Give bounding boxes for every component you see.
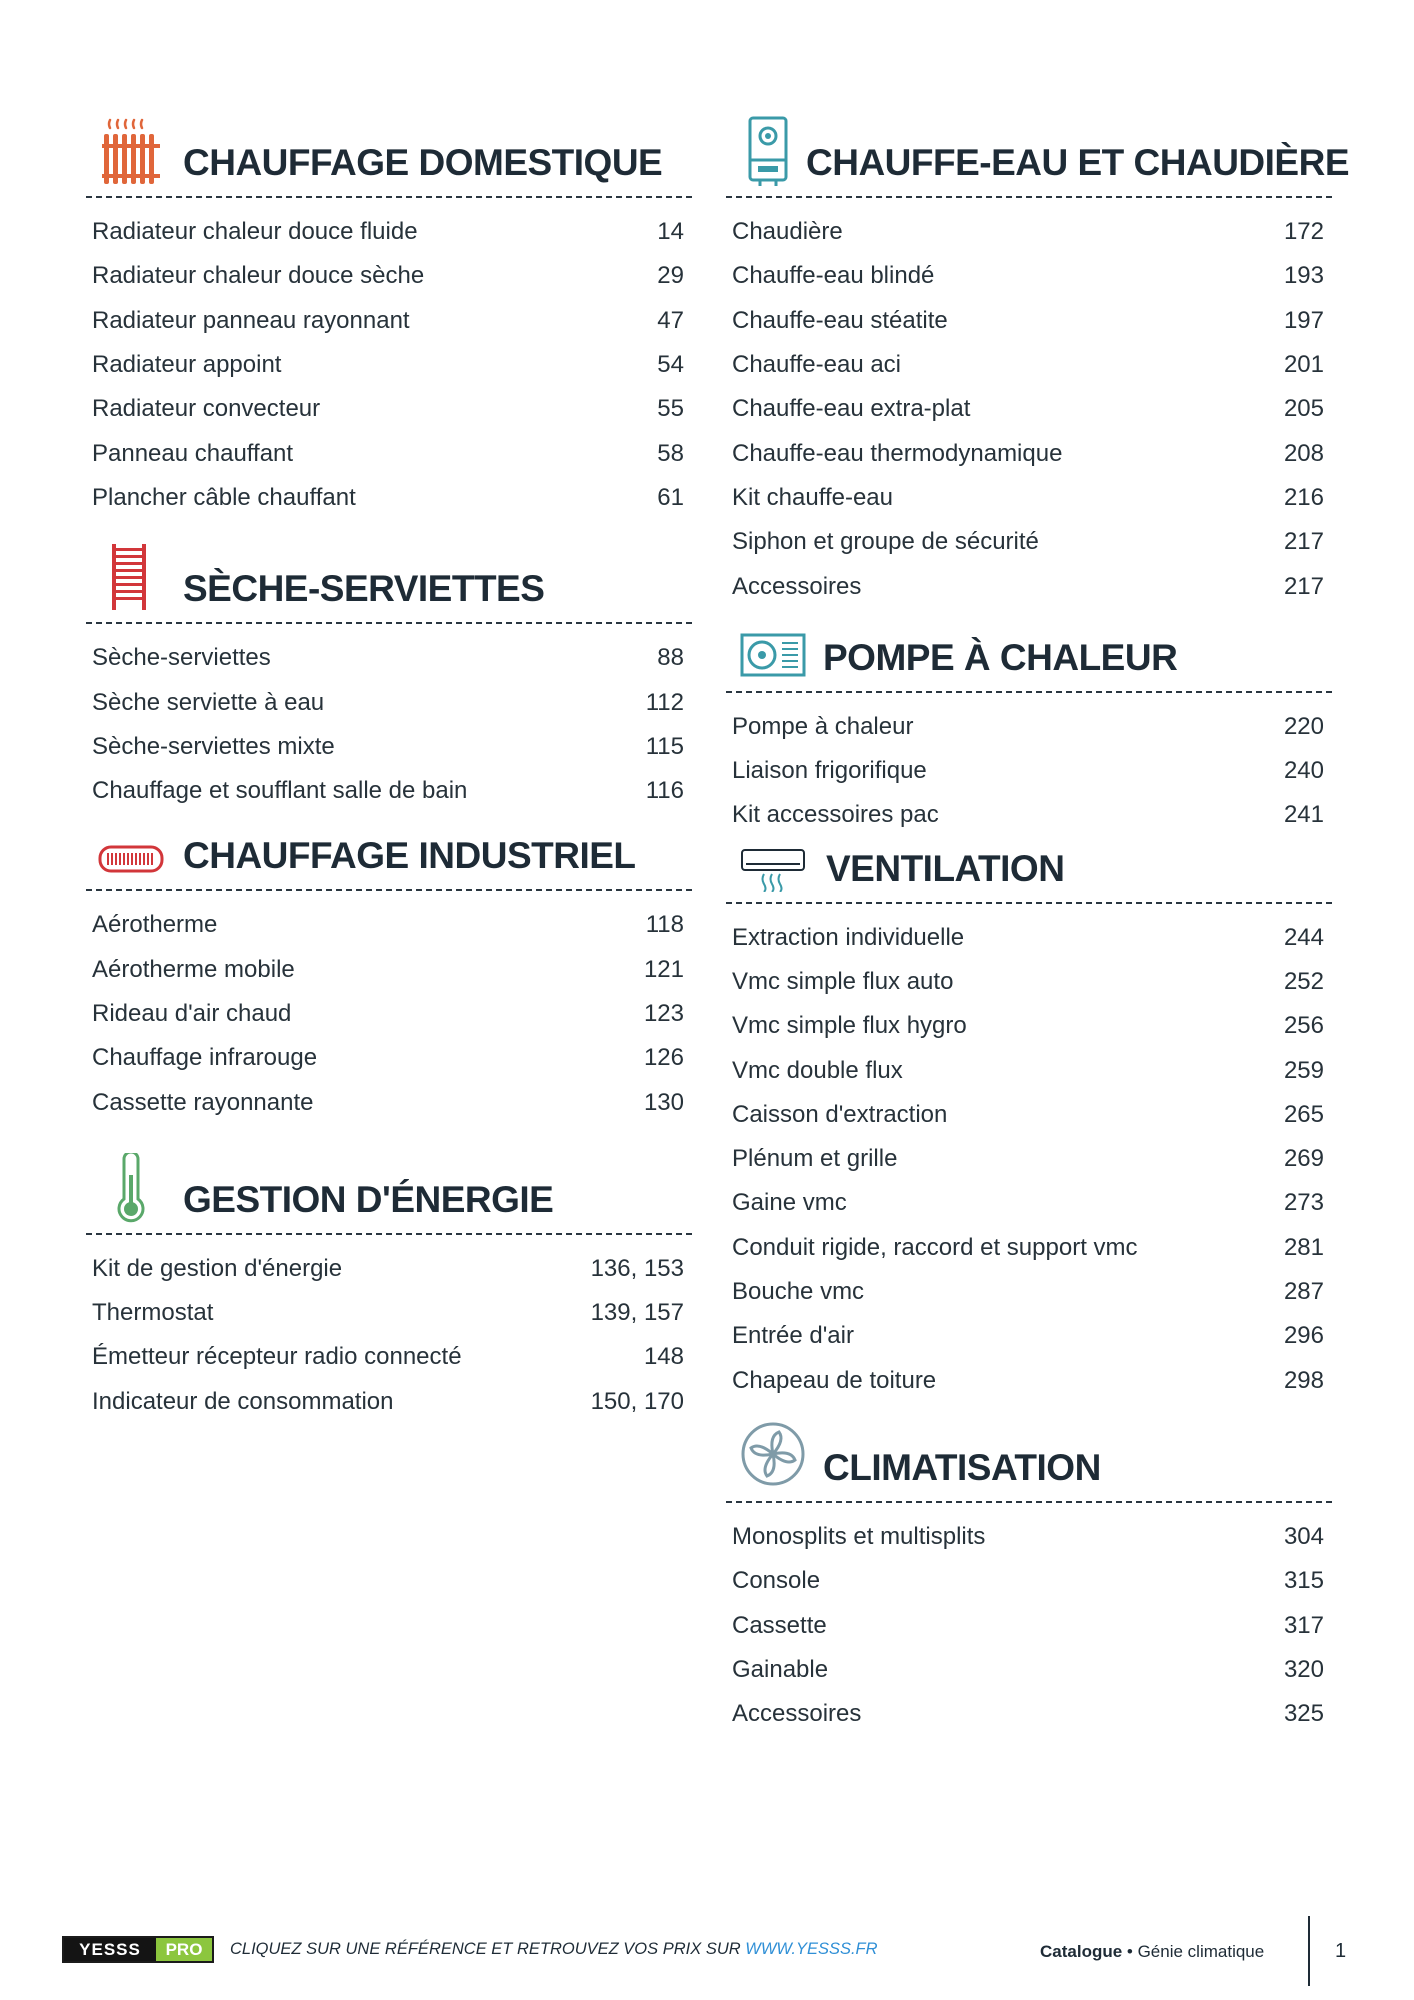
- section-climatisation: [726, 1411, 1332, 1736]
- item-label: Rideau d'air chaud: [92, 1000, 292, 1027]
- item-label: Radiateur appoint: [92, 351, 282, 379]
- item-page: 241: [1283, 801, 1324, 829]
- item-page: 240: [1283, 757, 1324, 785]
- item-page: 217: [1283, 572, 1324, 600]
- item-label: Kit chauffe-eau: [732, 483, 894, 511]
- item-page: 121: [643, 955, 684, 983]
- dashed-divider: [86, 622, 692, 624]
- item-list: [726, 705, 1332, 838]
- item-label: Gainable: [732, 1655, 829, 1683]
- item-page: 55: [657, 395, 684, 423]
- list-item[interactable]: [726, 749, 1332, 793]
- list-item[interactable]: [86, 210, 692, 254]
- footer-divider: [1308, 1916, 1310, 1986]
- boiler-icon: [736, 116, 802, 186]
- list-item[interactable]: [726, 705, 1332, 749]
- item-page: 217: [1283, 528, 1324, 556]
- right-column: [726, 110, 1349, 1736]
- item-label: Thermostat: [92, 1299, 214, 1327]
- section-chauffage-industriel: [86, 821, 692, 1124]
- section-header: [726, 838, 1332, 902]
- item-page: 118: [645, 911, 684, 939]
- list-item[interactable]: [726, 476, 1332, 520]
- item-page: 287: [1283, 1278, 1324, 1306]
- section-title: CLIMATISATION: [823, 1446, 1101, 1488]
- item-page: 193: [1283, 262, 1324, 290]
- item-label: Chauffe-eau thermodynamique: [732, 439, 1063, 467]
- item-label: Aérotherme mobile: [92, 955, 295, 983]
- list-item[interactable]: [726, 520, 1332, 564]
- list-item[interactable]: [726, 1048, 1332, 1092]
- item-label: Chauffage infrarouge: [92, 1044, 318, 1072]
- left-column: [86, 110, 692, 1424]
- item-label: Accessoires: [732, 572, 862, 600]
- dashed-divider: [86, 889, 692, 891]
- item-page: 58: [657, 439, 684, 467]
- item-page: 139, 157: [590, 1299, 684, 1327]
- list-item[interactable]: [726, 1270, 1332, 1314]
- list-item[interactable]: [726, 1603, 1332, 1647]
- industrial-heater-icon: [98, 829, 164, 879]
- item-page: 317: [1283, 1611, 1324, 1639]
- item-page: 216: [1283, 483, 1324, 511]
- yesss-pro-logo[interactable]: [62, 1936, 214, 1963]
- section-header: [726, 613, 1332, 691]
- footer-tagline: [230, 1940, 878, 1959]
- item-list: [726, 210, 1332, 609]
- item-label: Cassette: [732, 1611, 827, 1639]
- item-label: Console: [732, 1567, 821, 1595]
- item-label: Bouche vmc: [732, 1278, 865, 1306]
- item-label: Émetteur récepteur radio connecté: [92, 1343, 462, 1371]
- item-page: 172: [1283, 218, 1324, 246]
- item-label: Radiateur chaleur douce fluide: [92, 218, 418, 246]
- item-list: [726, 1515, 1332, 1736]
- section-header: [726, 110, 1349, 196]
- item-label: Kit de gestion d'énergie: [92, 1254, 343, 1282]
- section-title: CHAUFFAGE DOMESTIQUE: [183, 142, 663, 183]
- dashed-divider: [726, 902, 1332, 904]
- item-page: 220: [1283, 712, 1324, 740]
- item-label: Radiateur convecteur: [92, 395, 321, 423]
- catalogue-subtitle: • Génie climatique: [1122, 1942, 1265, 1961]
- list-item[interactable]: [726, 960, 1332, 1004]
- list-item[interactable]: [86, 636, 692, 680]
- list-item[interactable]: [86, 387, 692, 431]
- list-item[interactable]: [726, 254, 1332, 298]
- item-label: Kit accessoires pac: [732, 801, 939, 829]
- list-item[interactable]: [86, 1291, 692, 1335]
- page-footer: [0, 1900, 1414, 1960]
- item-page: 304: [1283, 1522, 1324, 1550]
- item-label: Extraction individuelle: [732, 923, 965, 951]
- list-item[interactable]: [726, 1093, 1332, 1137]
- item-page: 47: [657, 306, 684, 334]
- item-label: Pompe à chaleur: [732, 712, 914, 740]
- item-label: Chauffage et soufflant salle de bain: [92, 777, 468, 805]
- dashed-divider: [86, 1233, 692, 1235]
- dashed-divider: [726, 691, 1332, 693]
- item-list: [86, 1247, 692, 1424]
- heat-pump-icon: [740, 631, 806, 681]
- item-page: 256: [1283, 1012, 1324, 1040]
- item-page: 259: [1283, 1056, 1324, 1084]
- item-page: 130: [643, 1088, 684, 1116]
- item-label: Chapeau de toiture: [732, 1366, 937, 1394]
- item-page: 115: [645, 732, 684, 760]
- item-page: 29: [657, 262, 684, 290]
- item-label: Sèche serviette à eau: [92, 688, 325, 716]
- item-label: Vmc simple flux hygro: [732, 1012, 967, 1040]
- list-item[interactable]: [86, 1335, 692, 1379]
- item-label: Vmc double flux: [732, 1056, 903, 1084]
- item-page: 112: [645, 688, 684, 716]
- list-item[interactable]: [86, 769, 692, 813]
- list-item[interactable]: [86, 725, 692, 769]
- catalogue-bold: Catalogue: [1040, 1942, 1123, 1961]
- item-label: Chauffe-eau stéatite: [732, 306, 948, 334]
- item-page: 269: [1283, 1145, 1324, 1173]
- list-item[interactable]: [86, 431, 692, 475]
- item-label: Sèche-serviettes: [92, 644, 271, 672]
- item-page: 281: [1283, 1233, 1324, 1261]
- logo-pro: PRO: [156, 1938, 212, 1961]
- section-title: VENTILATION: [826, 847, 1065, 889]
- section-header: [86, 821, 692, 889]
- list-item[interactable]: [726, 1359, 1332, 1403]
- list-item[interactable]: [726, 1559, 1332, 1603]
- section-header: [86, 528, 692, 622]
- list-item[interactable]: [86, 992, 692, 1036]
- item-label: Accessoires: [732, 1700, 862, 1728]
- item-label: Cassette rayonnante: [92, 1088, 314, 1116]
- catalogue-label: [1040, 1942, 1264, 1962]
- item-list: [86, 903, 692, 1124]
- item-list: [726, 916, 1332, 1403]
- list-item[interactable]: [726, 564, 1332, 608]
- list-item[interactable]: [726, 299, 1332, 343]
- item-page: 126: [643, 1044, 684, 1072]
- logo-yesss: YESSS: [64, 1938, 156, 1961]
- item-label: Chauffe-eau aci: [732, 351, 902, 379]
- item-page: 54: [657, 351, 684, 379]
- item-list: [86, 210, 692, 520]
- section-title: CHAUFFE-EAU ET CHAUDIÈRE: [806, 142, 1349, 183]
- item-label: Siphon et groupe de sécurité: [732, 528, 1039, 556]
- item-label: Gaine vmc: [732, 1189, 847, 1217]
- item-label: Monosplits et multisplits: [732, 1522, 986, 1550]
- list-item[interactable]: [726, 793, 1332, 837]
- item-page: 265: [1283, 1100, 1324, 1128]
- item-page: 14: [657, 218, 684, 246]
- section-header: [86, 1133, 692, 1233]
- item-page: 88: [657, 644, 684, 672]
- section-chauffe-eau: [726, 110, 1349, 609]
- air-vent-icon: [740, 842, 806, 892]
- list-item[interactable]: [726, 1314, 1332, 1358]
- list-item[interactable]: [86, 343, 692, 387]
- list-item[interactable]: [726, 210, 1332, 254]
- fan-icon: [740, 1421, 806, 1491]
- item-label: Conduit rigide, raccord et support vmc: [732, 1233, 1138, 1261]
- dashed-divider: [86, 196, 692, 198]
- item-label: Radiateur chaleur douce sèche: [92, 262, 425, 290]
- item-label: Entrée d'air: [732, 1322, 854, 1350]
- list-item[interactable]: [86, 1080, 692, 1124]
- item-page: 136, 153: [590, 1254, 684, 1282]
- list-item[interactable]: [86, 680, 692, 724]
- list-item[interactable]: [726, 1648, 1332, 1692]
- item-page: 325: [1283, 1700, 1324, 1728]
- item-label: Plénum et grille: [732, 1145, 898, 1173]
- item-label: Chauffe-eau extra-plat: [732, 395, 971, 423]
- list-item[interactable]: [726, 343, 1332, 387]
- list-item[interactable]: [86, 476, 692, 520]
- item-page: 208: [1283, 439, 1324, 467]
- section-header: [86, 110, 692, 196]
- section-header: [726, 1411, 1332, 1501]
- towel-dryer-icon: [98, 542, 164, 612]
- item-label: Indicateur de consommation: [92, 1387, 394, 1415]
- section-pompe-chaleur: [726, 613, 1332, 838]
- item-page: 298: [1283, 1366, 1324, 1394]
- list-item[interactable]: [86, 948, 692, 992]
- item-label: Aérotherme: [92, 911, 218, 939]
- list-item[interactable]: [726, 1515, 1332, 1559]
- list-item[interactable]: [86, 1380, 692, 1424]
- list-item[interactable]: [726, 916, 1332, 960]
- item-page: 123: [643, 1000, 684, 1027]
- item-list: [86, 636, 692, 813]
- list-item[interactable]: [86, 1247, 692, 1291]
- section-gestion-energie: [86, 1133, 692, 1424]
- list-item[interactable]: [726, 1226, 1332, 1270]
- item-page: 116: [645, 777, 684, 805]
- list-item[interactable]: [726, 1137, 1332, 1181]
- item-page: 148: [643, 1343, 684, 1371]
- list-item[interactable]: [86, 299, 692, 343]
- list-item[interactable]: [726, 387, 1332, 431]
- item-label: Radiateur panneau rayonnant: [92, 306, 410, 334]
- item-label: Plancher câble chauffant: [92, 483, 356, 511]
- item-page: 150, 170: [590, 1387, 684, 1415]
- radiator-icon: [98, 116, 164, 186]
- dashed-divider: [726, 1501, 1332, 1503]
- item-label: Chaudière: [732, 218, 843, 246]
- item-page: 252: [1283, 968, 1324, 995]
- list-item[interactable]: [86, 1036, 692, 1080]
- list-item[interactable]: [86, 903, 692, 947]
- item-label: Liaison frigorifique: [732, 757, 927, 785]
- website-link[interactable]: WWW.YESSS.FR: [745, 1940, 878, 1958]
- item-page: 315: [1283, 1567, 1324, 1595]
- section-title: GESTION D'ÉNERGIE: [183, 1178, 554, 1220]
- item-page: 201: [1283, 351, 1324, 379]
- item-label: Sèche-serviettes mixte: [92, 732, 335, 760]
- list-item[interactable]: [86, 254, 692, 298]
- section-seche-serviettes: [86, 528, 692, 813]
- list-item[interactable]: [726, 1181, 1332, 1225]
- section-title: SÈCHE-SERVIETTES: [183, 568, 545, 610]
- list-item[interactable]: [726, 1004, 1332, 1048]
- item-page: 296: [1283, 1322, 1324, 1350]
- item-page: 61: [657, 483, 684, 511]
- section-title: CHAUFFAGE INDUSTRIEL: [183, 835, 636, 877]
- item-page: 273: [1283, 1189, 1324, 1217]
- item-label: Panneau chauffant: [92, 439, 294, 467]
- item-label: Caisson d'extraction: [732, 1100, 948, 1128]
- item-page: 244: [1283, 923, 1324, 951]
- tagline-text: CLIQUEZ SUR UNE RÉFÉRENCE ET RETROUVEZ VOS PRIX SUR: [230, 1940, 746, 1958]
- item-page: 197: [1283, 306, 1324, 334]
- section-ventilation: [726, 838, 1332, 1403]
- item-page: 205: [1283, 395, 1324, 423]
- item-label: Vmc simple flux auto: [732, 968, 954, 995]
- item-label: Chauffe-eau blindé: [732, 262, 935, 290]
- section-chauffage-domestique: [86, 110, 692, 520]
- page-number: 1: [1335, 1940, 1347, 1962]
- item-page: 320: [1283, 1655, 1324, 1683]
- dashed-divider: [726, 196, 1332, 198]
- list-item[interactable]: [726, 431, 1332, 475]
- thermometer-icon: [98, 1153, 164, 1223]
- section-title: POMPE À CHALEUR: [823, 636, 1178, 678]
- list-item[interactable]: [726, 1692, 1332, 1736]
